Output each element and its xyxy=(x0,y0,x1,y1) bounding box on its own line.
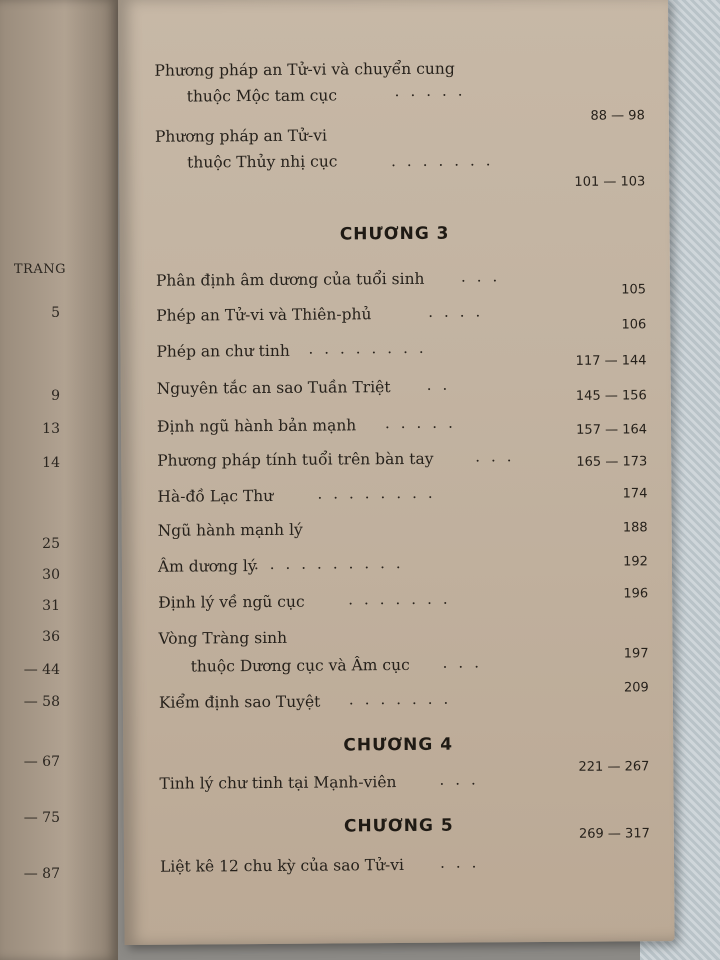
leader-dots: ... xyxy=(439,853,488,872)
toc-entry-pages: 157 — 164 xyxy=(576,422,648,438)
chapter-heading: CHƯƠNG 4 xyxy=(343,734,454,756)
toc-entry-pages: 165 — 173 xyxy=(576,454,648,470)
toc-entry-title: thuộc Thủy nhị cục xyxy=(187,152,338,172)
chapter-heading: CHƯƠNG 3 xyxy=(339,223,450,245)
left-page-number: — 75 xyxy=(23,810,60,826)
table-of-contents-page xyxy=(118,0,675,945)
toc-entry xyxy=(158,626,648,681)
toc-entry xyxy=(157,414,647,443)
toc-entry-title: Phép an chư tinh xyxy=(156,341,290,361)
leader-dots: ..... xyxy=(384,413,464,433)
toc-entry-pages: 269 — 317 xyxy=(578,826,650,842)
toc-entry xyxy=(158,680,649,719)
toc-entry xyxy=(159,759,650,800)
left-page-number: 5 xyxy=(51,305,60,321)
toc-entry-title: Liệt kê 12 chu kỳ của sao Tử-vi xyxy=(159,856,405,876)
toc-entry-pages: 101 — 103 xyxy=(574,174,646,190)
leader-dots: ........ xyxy=(317,483,444,503)
toc-entry-pages: 88 — 98 xyxy=(590,108,645,124)
left-page-number: 31 xyxy=(42,598,60,614)
toc-entry-pages: 188 xyxy=(622,520,648,536)
toc-entry-title: Phép an Tử-vi và Thiên-phủ xyxy=(156,305,372,325)
toc-entry xyxy=(158,518,648,547)
leader-dots: ... xyxy=(460,267,509,286)
previous-page xyxy=(0,0,118,960)
left-page-number: — 67 xyxy=(23,754,60,770)
leader-dots: ....... xyxy=(348,589,459,609)
toc-entry-title: Âm dương lý xyxy=(157,557,257,576)
toc-entry-title: Nguyên tắc an sao Tuần Triệt xyxy=(156,378,391,398)
toc-entry-title: Phân định âm dương của tuổi sinh xyxy=(155,269,425,290)
left-page-number: 25 xyxy=(42,536,60,552)
leader-dots: ..... xyxy=(394,81,474,101)
toc-entry-pages: 117 — 144 xyxy=(575,353,647,369)
toc-entry-pages: 192 xyxy=(623,554,648,570)
left-page-number: 30 xyxy=(42,567,60,583)
toc-entry xyxy=(157,484,647,513)
leader-dots: .. xyxy=(426,375,459,394)
toc-entry-title: Vòng Tràng sinh xyxy=(158,628,288,648)
toc-entry xyxy=(157,448,647,477)
toc-entry-title: thuộc Dương cục và Âm cục xyxy=(190,655,410,676)
toc-entry-title: Ngũ hành mạnh lý xyxy=(157,520,303,540)
leader-dots: ... xyxy=(475,447,523,466)
toc-entry-title: thuộc Mộc tam cục xyxy=(186,86,338,106)
leader-dots: .......... xyxy=(253,553,412,574)
leader-dots: ....... xyxy=(348,689,460,709)
toc-entry-pages: 105 xyxy=(621,282,647,298)
toc-entry-pages: 106 xyxy=(621,317,647,333)
toc-entry xyxy=(158,554,648,583)
toc-entry xyxy=(156,339,646,368)
toc-entry-title: Kiểm định sao Tuyệt xyxy=(158,692,321,712)
toc-entry-pages: 221 — 267 xyxy=(578,759,650,775)
leader-dots: ... xyxy=(442,653,491,672)
toc-entry xyxy=(154,124,646,190)
toc-entry-title: Tinh lý chư tinh tại Mạnh-viên xyxy=(159,773,397,793)
toc-entry-title: Định lý về ngũ cục xyxy=(158,592,305,612)
left-page-number: 36 xyxy=(42,629,60,645)
left-page-number: 9 xyxy=(51,388,60,404)
left-page-number: — 87 xyxy=(23,866,60,882)
toc-entry-title: Phương pháp tính tuổi trên bàn tay xyxy=(157,449,434,470)
chapter-heading: CHƯƠNG 5 xyxy=(343,815,454,837)
left-page-number: — 58 xyxy=(23,694,60,710)
left-page-number: — 44 xyxy=(23,662,60,678)
left-page-header: TRANG xyxy=(13,262,66,277)
toc-entry-pages: 197 xyxy=(623,646,649,662)
leader-dots: ........ xyxy=(308,338,435,358)
toc-entry-pages: 196 xyxy=(623,586,649,602)
leader-dots: ....... xyxy=(391,151,502,171)
leader-dots: ... xyxy=(439,770,487,789)
toc-entry-pages: 145 — 156 xyxy=(575,388,647,404)
leader-dots: .... xyxy=(428,302,492,321)
toc-entry xyxy=(154,58,645,124)
toc-entry-pages: 209 xyxy=(623,680,649,696)
toc-entry-pages: 174 xyxy=(622,486,648,502)
left-page-number: 14 xyxy=(42,455,60,471)
toc-entry xyxy=(157,376,647,405)
toc-entry xyxy=(158,586,649,619)
toc-entry-title: Phương pháp an Tử-vi xyxy=(154,126,327,146)
toc-entry xyxy=(156,303,646,332)
toc-entry-title: Định ngũ hành bản mạnh xyxy=(156,416,357,436)
toc-entry-title: Hà-đồ Lạc Thư xyxy=(157,486,274,506)
left-page-number: 13 xyxy=(42,421,60,437)
toc-entry-title: Phương pháp an Tử-vi và chuyển cung xyxy=(154,59,455,80)
toc-entry xyxy=(156,268,646,297)
